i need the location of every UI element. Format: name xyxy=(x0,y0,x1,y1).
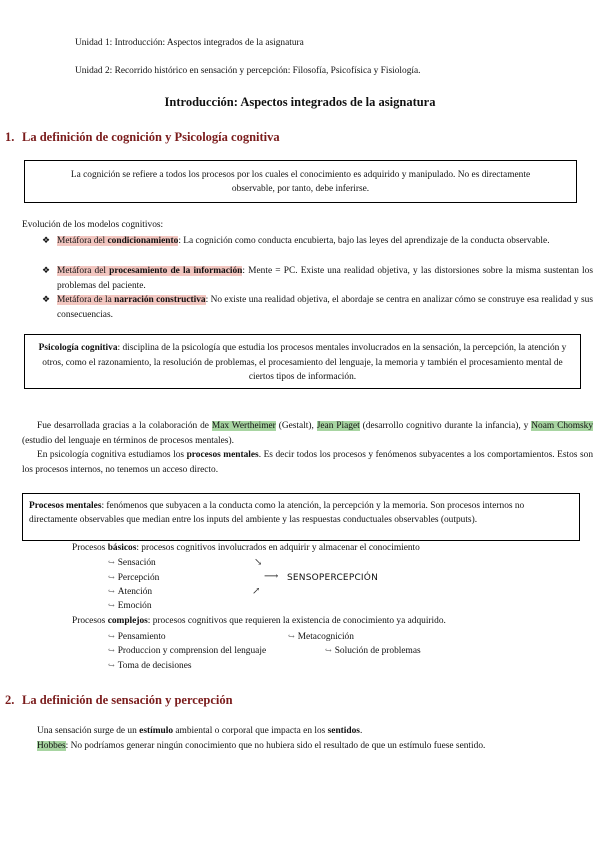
list-item: ↪ Emoción xyxy=(108,601,152,611)
bullet-icon: ❖ xyxy=(42,294,51,304)
list-item: ↪ Atención xyxy=(108,587,153,597)
section-1-heading xyxy=(5,130,280,145)
section-2-title: La definición de sensación y percepción xyxy=(22,693,233,707)
list-item: Metáfora del condicionamiento: La cognición como conducta encubierta, bajo las leyes del aprendizaje de la conducta observable. xyxy=(57,236,550,246)
highlight-piaget: Jean Piaget xyxy=(316,421,360,431)
cognitive-psychology-definition: : disciplina de la psicología que estudia los procesos mentales involucrados en la sensación, la percepción, la atención y otros, como el razonamiento, la resolución de problemas, el procesamiento del lenguaje, la memoria y también el procesamiento mental de ciertos tipos de información. xyxy=(42,343,567,382)
curved-arrow-icon: ↪ xyxy=(325,646,332,655)
mental-processes-box xyxy=(22,493,580,541)
curved-arrow-icon: ↪ xyxy=(108,646,115,655)
highlight-chomsky: Noam Chomsky xyxy=(531,421,594,431)
main-title: Introducción: Aspectos integrados de la asignatura xyxy=(164,95,436,109)
mental-processes-paragraph: En psicología cognitiva estudiamos los procesos mentales. Es decir todos los procesos y fenómenos subyacentes a los comportamientos. Estos son los procesos internos, no tenemos un acceso directo. xyxy=(22,450,594,475)
curved-arrow-icon: ↪ xyxy=(108,632,115,641)
list-item: ↪ Sensación xyxy=(108,558,156,568)
unit-1-line: Unidad 1: Introducción: Aspectos integrados de la asignatura xyxy=(75,38,304,48)
section-1-title: La definición de cognición y Psicología cognitiva xyxy=(22,130,280,144)
curved-arrow-icon: ↪ xyxy=(108,573,115,582)
list-item: ↪ Pensamiento xyxy=(108,632,166,642)
list-item: ↪ Solución de problemas xyxy=(325,646,421,656)
curved-arrow-icon: ↪ xyxy=(108,587,115,596)
evolution-intro: Evolución de los modelos cognitivos: xyxy=(22,220,164,230)
highlight-wertheimer: Max Wertheimer xyxy=(211,421,276,431)
curved-arrow-icon: ↪ xyxy=(108,661,115,670)
curved-arrow-icon: ↪ xyxy=(288,632,295,641)
curved-arrow-icon: ↪ xyxy=(108,601,115,610)
cognition-definition-box xyxy=(24,160,577,203)
list-item: ↪ Produccion y comprension del lenguaje xyxy=(108,646,267,656)
section-2-number: 2. xyxy=(5,693,15,707)
bullet-icon: ❖ xyxy=(42,265,51,275)
unit-2-line: Unidad 2: Recorrido histórico en sensación y percepción: Filosofía, Psicofísica y Fisiología. xyxy=(75,66,421,76)
section-2-heading xyxy=(5,693,233,708)
section-1-number: 1. xyxy=(5,130,15,144)
hobbes-line: Hobbes: No podríamos generar ningún conocimiento que no hubiera sido el resultado de que un estímulo fuese sentido. xyxy=(37,741,486,751)
arrow-down-right-icon: ↘ xyxy=(254,557,263,568)
list-item: Metáfora de la narración constructiva: No existe una realidad objetiva, el abordaje se centra en analizar cómo se construye esa realidad y sus consecuencias. xyxy=(57,295,593,320)
complex-processes-line: Procesos complejos: procesos cognitivos que requieren la existencia de conocimiento ya adquirido. xyxy=(72,616,446,626)
sensoperception-label: SENSOPERCEPCIÓN xyxy=(287,573,379,583)
arrow-right-icon: ⟶ xyxy=(264,571,279,582)
bullet-icon: ❖ xyxy=(42,235,51,245)
cognitive-psychology-box xyxy=(24,334,581,389)
basic-processes-line: Procesos básicos: procesos cognitivos involucrados en adquirir y almacenar el conocimiento xyxy=(72,543,420,553)
cognitive-psychology-term: Psicología cognitiva xyxy=(38,343,118,353)
mental-processes-term: Procesos mentales xyxy=(29,501,102,511)
history-paragraph: Fue desarrollada gracias a la colaboración de Max Wertheimer (Gestalt), Jean Piaget (desarrollo cognitivo durante la infancia), y Noam Chomsky (estudio del lenguaje en términos de procesos mentales). xyxy=(22,421,594,446)
list-item: Metáfora del procesamiento de la información: Mente = PC. Existe una realidad objetiva, y las distorsiones sobre la misma sustentan los problemas del paciente. xyxy=(57,266,593,291)
list-item: ↪ Toma de decisiones xyxy=(108,661,192,671)
cognition-definition-text: La cognición se refiere a todos los procesos por los cuales el conocimiento es adquirido y manipulado. No es directamente observable, por tanto, debe inferirse. xyxy=(70,170,531,194)
arrow-up-right-icon: ↗ xyxy=(252,586,261,597)
list-item: ↪ Percepción xyxy=(108,573,160,583)
highlight-hobbes: Hobbes xyxy=(37,741,66,751)
list-item: ↪ Metacognición xyxy=(288,632,354,642)
mental-processes-definition: : fenómenos que subyacen a la conducta como la atención, la percepción y la memoria. Son procesos internos no directamente observables que median entre los inputs del ambiente y las respuestas conductuales observables (outputs). xyxy=(29,501,525,525)
sensation-line: Una sensación surge de un estímulo ambiental o corporal que impacta en los sentidos. xyxy=(37,726,363,736)
curved-arrow-icon: ↪ xyxy=(108,558,115,567)
